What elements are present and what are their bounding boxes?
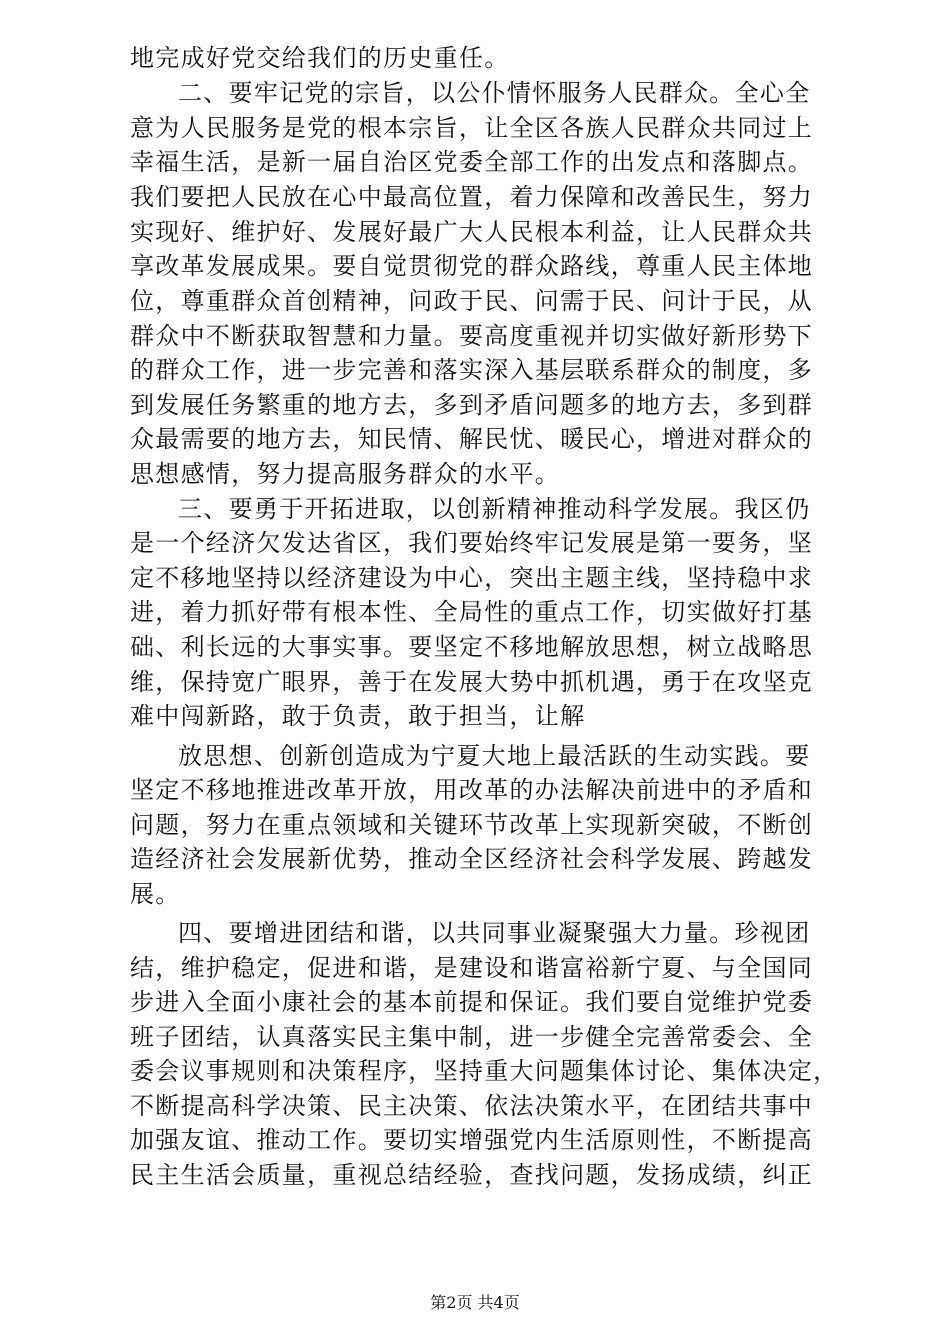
text-line: 群众中不断获取智慧和力量。要高度重视并切实做好新形势下: [130, 322, 814, 350]
text-line: 坚定不移地推进改革开放，用改革的办法解决前进中的矛盾和: [130, 776, 814, 804]
text-line: 不断提高科学决策、民主决策、依法决策水平，在团结共事中: [130, 1092, 814, 1120]
text-line: 幸福生活，是新一届自治区党委全部工作的出发点和落脚点。: [130, 148, 814, 176]
text-line: 维，保持宽广眼界，善于在发展大势中抓机遇，勇于在攻坚克: [130, 668, 814, 696]
text-line: 委会议事规则和决策程序，坚持重大问题集体讨论、集体决定，: [130, 1057, 839, 1085]
paragraph-start: 放思想、创新创造成为宁夏大地上最活跃的生动实践。要: [178, 742, 811, 770]
text-line: 位，尊重群众首创精神，问政于民、问需于民、问计于民，从: [130, 287, 814, 315]
text-line: 到发展任务繁重的地方去，多到矛盾问题多的地方去，多到群: [130, 391, 814, 419]
text-line: 享改革发展成果。要自觉贯彻党的群众路线，尊重人民主体地: [130, 252, 814, 280]
paragraph-start: 四、要增进团结和谐，以共同事业凝聚强大力量。珍视团: [178, 919, 811, 947]
page-number-footer: 第2页 共4页: [430, 1293, 520, 1312]
paragraph-start: 三、要勇于开拓进取，以创新精神推动科学发展。我区仍: [178, 495, 811, 523]
text-line: 难中闯新路，敢于负责，敢于担当，让解: [130, 702, 586, 730]
text-line: 进，着力抓好带有根本性、全局性的重点工作，切实做好打基: [130, 598, 814, 626]
text-line: 意为人民服务是党的根本宗旨，让全区各族人民群众共同过上: [130, 114, 814, 142]
text-line: 思想感情，努力提高服务群众的水平。: [130, 460, 561, 488]
paragraph-start: 二、要牢记党的宗旨，以公仆情怀服务人民群众。全心全: [178, 79, 811, 107]
text-line: 的群众工作，进一步完善和落实深入基层联系群众的制度，多: [130, 356, 814, 384]
text-line: 步进入全面小康社会的基本前提和保证。我们要自觉维护党委: [130, 988, 814, 1016]
text-line: 众最需要的地方去，知民情、解民忧、暖民心，增进对群众的: [130, 425, 814, 453]
text-line: 实现好、维护好、发展好最广大人民根本利益，让人民群众共: [130, 218, 814, 246]
text-line: 民主生活会质量，重视总结经验，查找问题，发扬成绩，纠正: [130, 1161, 814, 1189]
text-line: 我们要把人民放在心中最高位置，着力保障和改善民生，努力: [130, 183, 814, 211]
text-line: 班子团结，认真落实民主集中制，进一步健全完善常委会、全: [130, 1023, 814, 1051]
text-line: 础、利长远的大事实事。要坚定不移地解放思想，树立战略思: [130, 633, 814, 661]
text-line: 是一个经济欠发达省区，我们要始终牢记发展是第一要务，坚: [130, 529, 814, 557]
text-line: 加强友谊、推动工作。要切实增强党内生活原则性，不断提高: [130, 1126, 814, 1154]
text-line: 展。: [130, 880, 181, 908]
text-line: 造经济社会发展新优势，推动全区经济社会科学发展、跨越发: [130, 845, 814, 873]
text-line: 结，维护稳定，促进和谐，是建设和谐富裕新宁夏、与全国同: [130, 954, 814, 982]
text-line: 问题，努力在重点领域和关键环节改革上实现新突破，不断创: [130, 811, 814, 839]
text-line: 地完成好党交给我们的历史重任。: [130, 44, 510, 72]
text-line: 定不移地坚持以经济建设为中心，突出主题主线，坚持稳中求: [130, 564, 814, 592]
